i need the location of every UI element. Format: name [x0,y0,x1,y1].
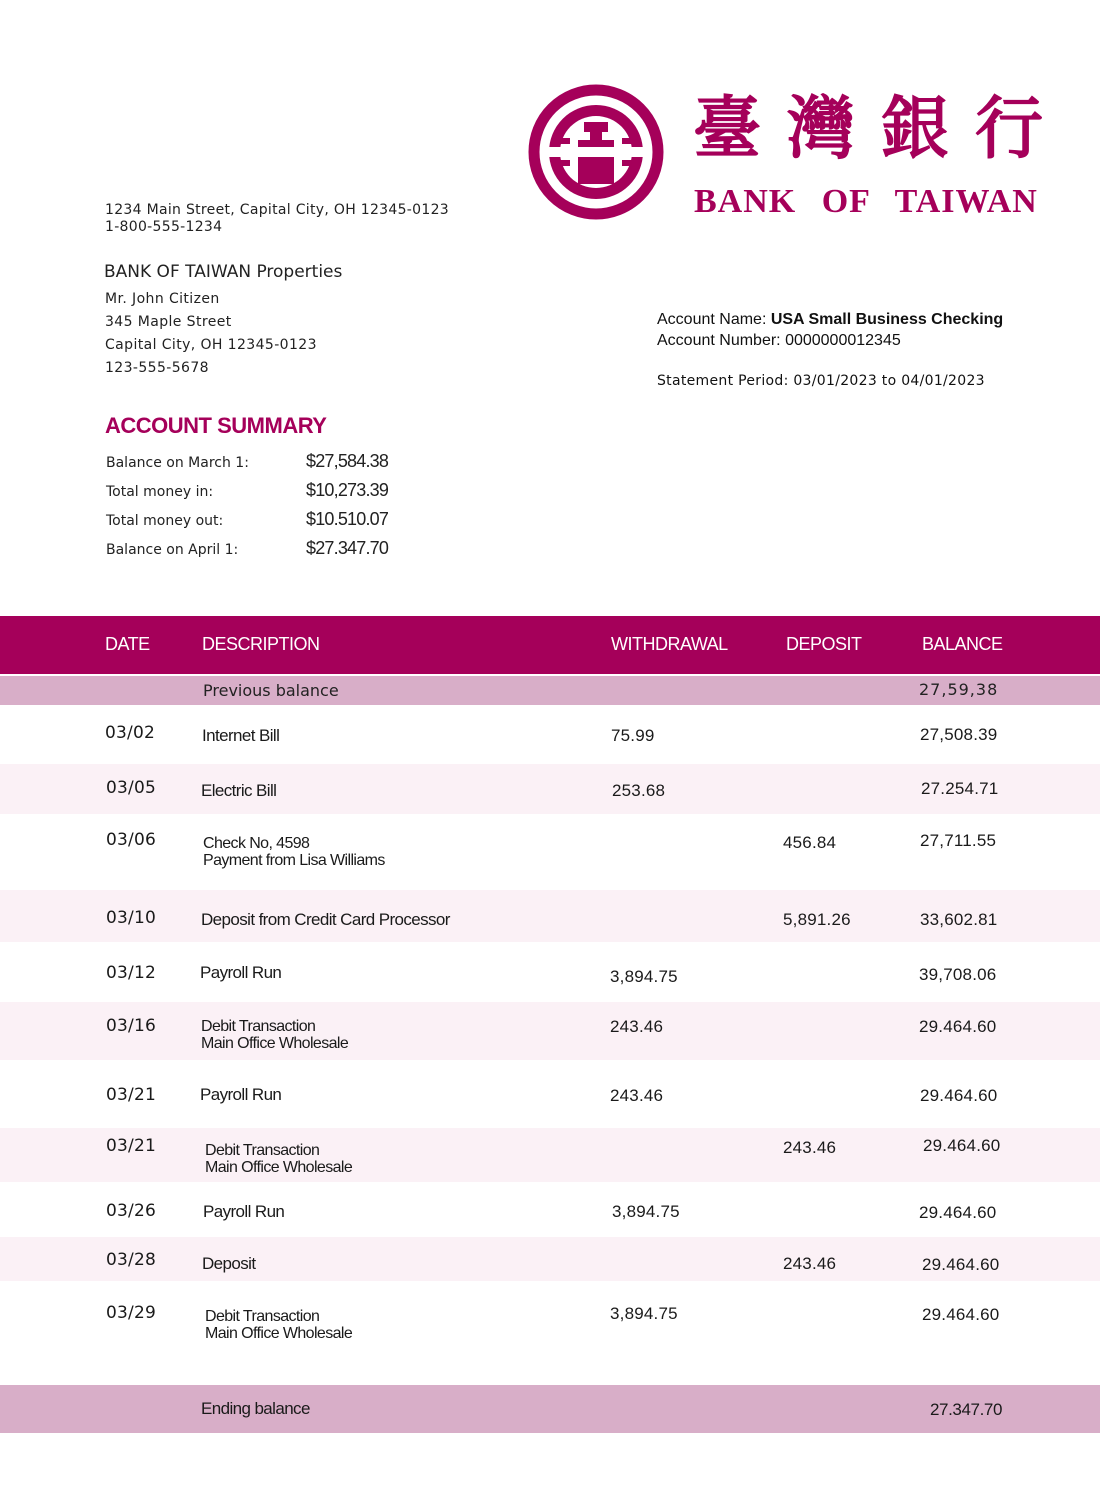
summary-row [106,509,406,538]
summary-label: Total money out: [106,513,224,529]
transaction-description: Electric Bill [201,781,277,800]
customer-address-block [105,288,317,380]
transaction-withdrawal: 3,894.75 [610,967,678,986]
transaction-balance: 29.464.60 [920,1086,998,1105]
transaction-date: 03/21 [106,1085,156,1105]
transaction-description-detail: Main Office Wholesale [201,1035,349,1052]
column-header-description: DESCRIPTION [202,634,320,654]
transaction-description: Internet Bill [202,726,280,745]
transaction-description: Deposit [202,1254,256,1273]
previous-balance-row [0,676,1100,705]
transaction-date: 03/28 [106,1250,156,1270]
account-name-value: USA Small Business Checking [770,311,1004,328]
customer-city: Capital City, OH 12345-0123 [105,337,317,353]
transaction-date: 03/21 [106,1136,156,1156]
transaction-date: 03/05 [106,778,156,798]
summary-value: $10,273.39 [306,480,389,500]
summary-row [106,538,406,567]
bank-name-english: BANK OF TAIWAN [694,183,1038,220]
transaction-deposit: 456.84 [783,833,837,852]
transaction-date: 03/02 [105,723,155,743]
previous-balance-value: 27,59,38 [919,680,999,699]
transaction-deposit: 5,891.26 [783,910,851,929]
customer-name: Mr. John Citizen [105,291,220,307]
transaction-deposit: 243.46 [783,1138,837,1157]
summary-value: $10.510.07 [306,509,389,529]
transaction-deposit: 243.46 [783,1254,837,1273]
customer-phone: 123-555-5678 [105,360,209,376]
statement-period: Statement Period: 03/01/2023 to 04/01/2023 [657,373,985,389]
ending-balance-row [0,1385,1100,1433]
transaction-balance: 29.464.60 [919,1017,997,1036]
summary-value: $27,584.38 [306,451,389,471]
transaction-description: Debit Transaction [205,1308,320,1325]
column-header-deposit: DEPOSIT [786,634,862,654]
ending-balance-label: Ending balance [201,1399,310,1418]
transaction-description: Check No, 4598 [203,835,310,852]
transaction-withdrawal: 3,894.75 [612,1202,680,1221]
account-number-value: 0000000012345 [785,332,901,349]
transaction-date: 03/10 [106,908,156,928]
bank-logo-icon [528,84,664,220]
transaction-balance: 29.464.60 [919,1203,997,1222]
transaction-withdrawal: 243.46 [610,1017,664,1036]
summary-row [106,480,406,509]
account-name-label: Account Name: [657,311,771,328]
transaction-description: Debit Transaction [205,1142,320,1159]
transaction-balance: 27.254.71 [921,779,999,798]
transaction-balance: 29.464.60 [923,1136,1001,1155]
bank-phone: 1-800-555-1234 [105,219,223,235]
column-header-withdrawal: WITHDRAWAL [611,634,728,654]
summary-row [106,451,406,480]
transaction-description: Payroll Run [200,1085,282,1104]
transaction-date: 03/16 [106,1016,156,1036]
transaction-balance: 39,708.06 [919,965,997,984]
summary-label: Balance on April 1: [106,542,239,558]
transaction-balance: 27,508.39 [920,725,998,744]
transaction-balance: 33,602.81 [920,910,998,929]
transaction-description-detail: Main Office Wholesale [205,1159,353,1176]
column-header-balance: BALANCE [922,634,1003,654]
transaction-description: Debit Transaction [201,1018,316,1035]
transaction-date: 03/12 [106,963,156,983]
transaction-date: 03/29 [106,1303,156,1323]
summary-value: $27.347.70 [306,538,389,558]
bank-address-block [105,202,449,236]
transaction-withdrawal: 75.99 [611,726,655,745]
transactions-table-header [0,616,1100,674]
transaction-withdrawal: 3,894.75 [610,1304,678,1323]
column-header-date: DATE [105,634,150,654]
transaction-description: Deposit from Credit Card Processor [201,910,450,929]
transaction-description: Payroll Run [200,963,282,982]
transaction-balance: 29.464.60 [922,1255,1000,1274]
summary-label: Balance on March 1: [106,455,249,471]
customer-heading: BANK OF TAIWAN Properties [104,262,343,282]
customer-street: 345 Maple Street [105,314,232,330]
transaction-description-detail: Main Office Wholesale [205,1325,353,1342]
previous-balance-label: Previous balance [203,681,339,700]
transaction-description-detail: Payment from Lisa Williams [203,852,385,869]
ending-balance-value: 27.347.70 [930,1400,1003,1419]
transaction-date: 03/26 [106,1201,156,1221]
transaction-balance: 29.464.60 [922,1305,1000,1324]
transaction-withdrawal: 243.46 [610,1086,664,1105]
account-summary-title: ACCOUNT SUMMARY [105,413,327,438]
transaction-date: 03/06 [106,830,156,850]
transaction-description: Payroll Run [203,1202,285,1221]
bank-address: 1234 Main Street, Capital City, OH 12345-0123 [105,202,449,218]
account-info [657,309,1003,351]
transaction-balance: 27,711.55 [920,831,997,850]
bank-name-chinese: 臺灣銀行 [693,89,1070,169]
summary-label: Total money in: [106,484,214,500]
transaction-withdrawal: 253.68 [612,781,666,800]
account-number-label: Account Number: [657,332,786,349]
